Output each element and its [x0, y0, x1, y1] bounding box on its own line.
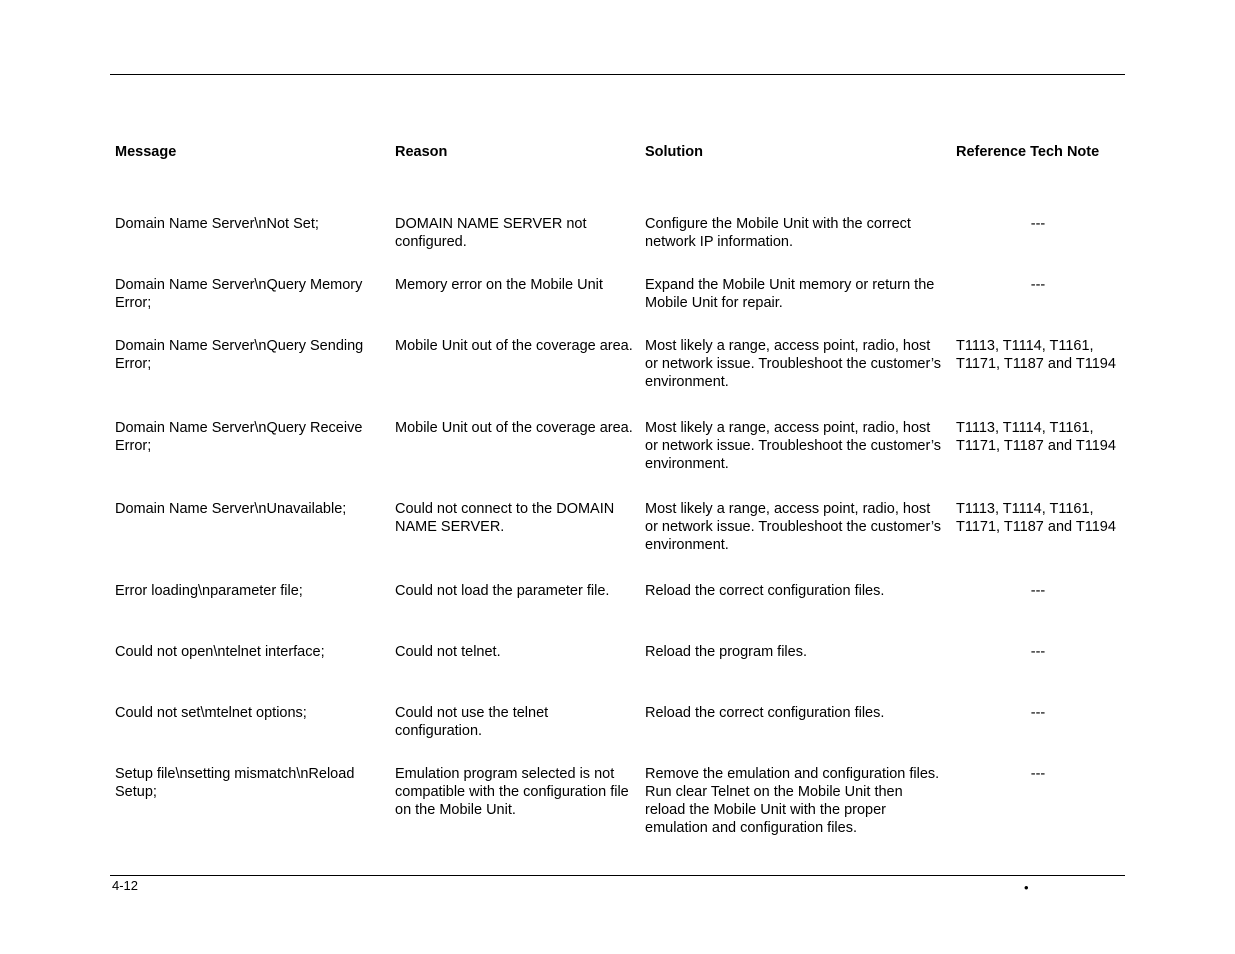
reason-cell: Could not load the parameter file. [395, 583, 610, 599]
solution-cell: Remove the emulation and configuration files. Run clear Telnet on the Mobile Unit then reload the Mobile Unit with the proper emulation and configuration files. [645, 766, 940, 836]
message-cell: Setup file\nsetting mismatch\nReload Setup; [115, 766, 355, 800]
reason-cell: Could not telnet. [395, 644, 501, 660]
column-header-solution: Solution [645, 144, 703, 160]
reference-cell: --- [1030, 277, 1046, 293]
message-cell: Error loading\nparameter file; [115, 583, 303, 599]
page-number: 4-12 [112, 878, 139, 893]
reference-cell: --- [1030, 705, 1046, 721]
header-rule [110, 74, 1125, 75]
reference-cell: --- [1030, 644, 1046, 660]
reason-cell: Mobile Unit out of the coverage area. [395, 420, 633, 436]
solution-cell: Most likely a range, access point, radio, host or network issue. Troubleshoot the customer’s environment. [645, 420, 942, 472]
message-cell: Domain Name Server\nQuery Memory Error; [115, 277, 363, 311]
reason-cell: Could not connect to the DOMAIN NAME SERVER. [395, 501, 615, 535]
reference-cell: --- [1030, 766, 1046, 782]
reference-cell: --- [1030, 583, 1046, 599]
solution-cell: Reload the correct configuration files. [645, 705, 885, 721]
column-header-message: Message [115, 144, 177, 160]
message-cell: Domain Name Server\nQuery Sending Error; [115, 338, 364, 372]
message-cell: Domain Name Server\nNot Set; [115, 216, 319, 232]
message-cell: Domain Name Server\nQuery Receive Error; [115, 420, 363, 454]
message-cell: Domain Name Server\nUnavailable; [115, 501, 347, 517]
solution-cell: Configure the Mobile Unit with the correct network IP information. [645, 216, 911, 250]
message-cell: Could not set\mtelnet options; [115, 705, 307, 721]
reason-cell: Emulation program selected is not compatible with the configuration file on the Mobile Unit. [395, 766, 629, 818]
reference-cell: T1113, T1114, T1161, T1171, T1187 and T1194 [956, 338, 1116, 372]
column-header-reason: Reason [395, 144, 448, 160]
column-header-reference: Reference Tech Note [956, 144, 1100, 160]
solution-cell: Reload the program files. [645, 644, 807, 660]
reference-cell: T1113, T1114, T1161, T1171, T1187 and T1194 [956, 420, 1116, 454]
reason-cell: Could not use the telnet configuration. [395, 705, 549, 739]
message-cell: Could not open\ntelnet interface; [115, 644, 325, 660]
reason-cell: DOMAIN NAME SERVER not configured. [395, 216, 587, 250]
solution-cell: Reload the correct configuration files. [645, 583, 885, 599]
reason-cell: Memory error on the Mobile Unit [395, 277, 603, 293]
solution-cell: Expand the Mobile Unit memory or return the Mobile Unit for repair. [645, 277, 935, 311]
reason-cell: Mobile Unit out of the coverage area. [395, 338, 633, 354]
solution-cell: Most likely a range, access point, radio, host or network issue. Troubleshoot the customer’s environment. [645, 338, 942, 390]
footer-rule [110, 875, 1125, 876]
solution-cell: Most likely a range, access point, radio, host or network issue. Troubleshoot the customer’s environment. [645, 501, 942, 553]
footer-bullet: • [1024, 880, 1029, 895]
reference-cell: --- [1030, 216, 1046, 232]
reference-cell: T1113, T1114, T1161, T1171, T1187 and T1194 [956, 501, 1116, 535]
